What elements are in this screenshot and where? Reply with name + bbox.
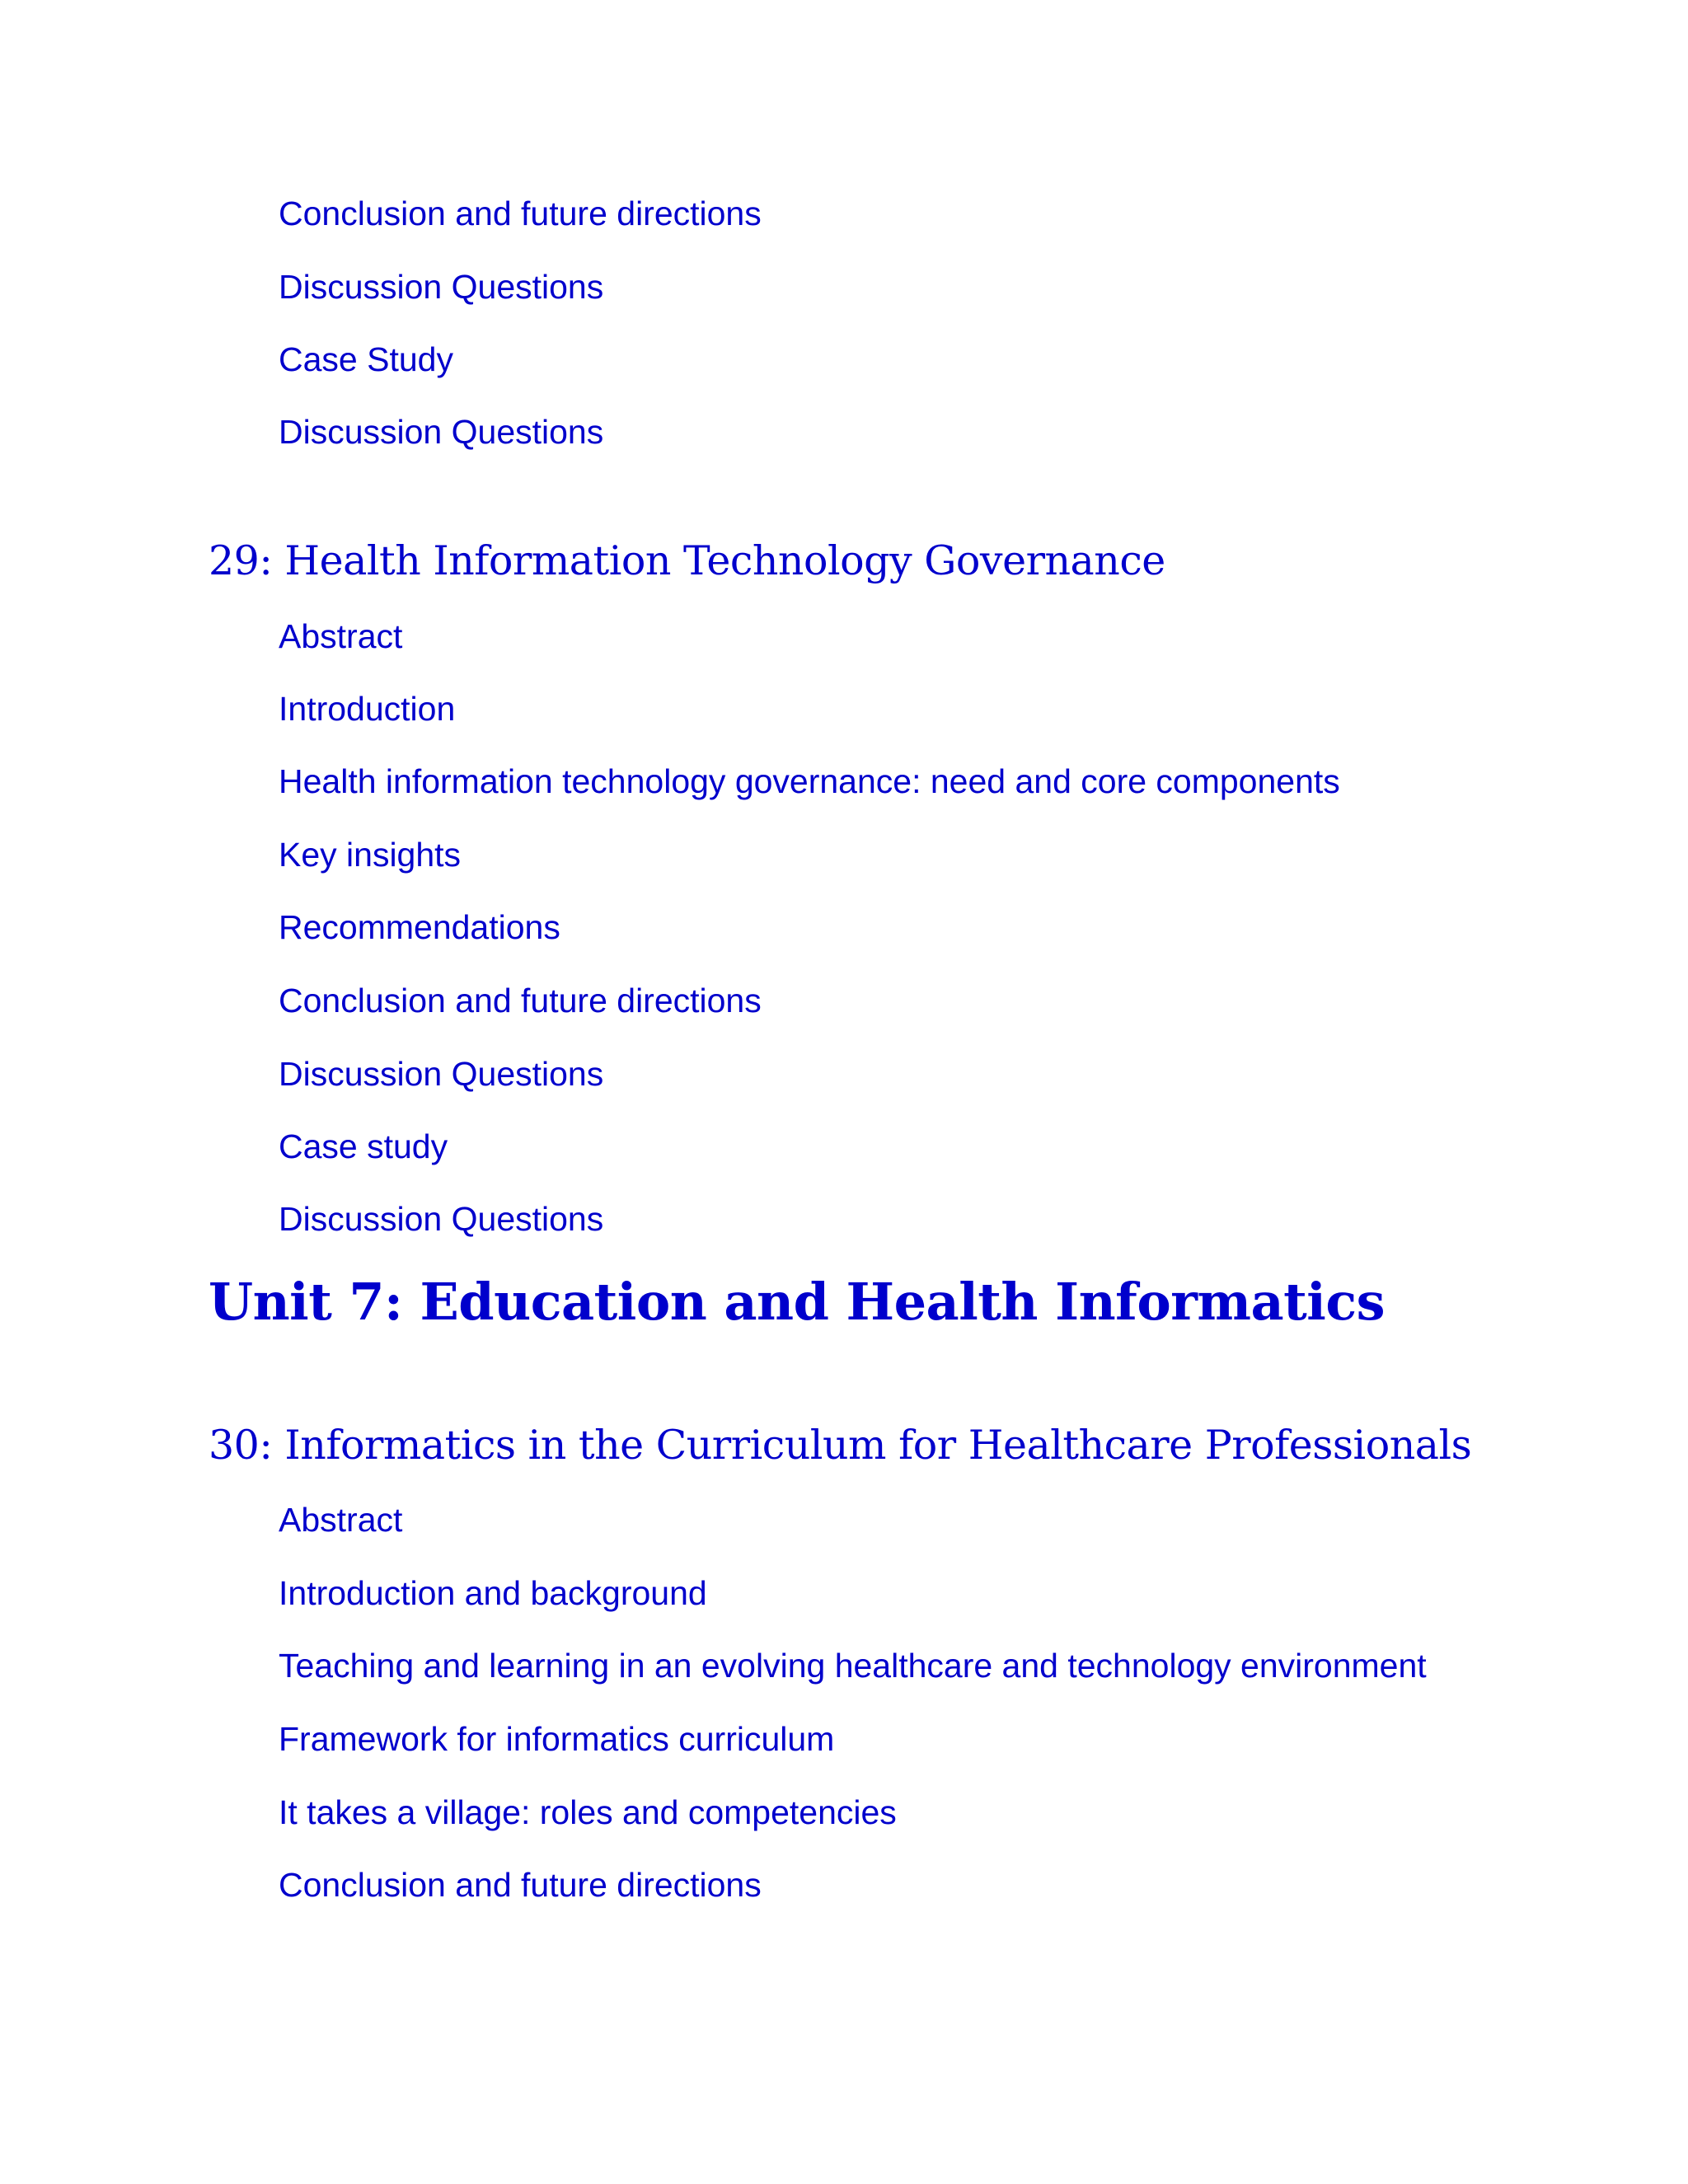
chapter-30-title-link[interactable]: 30: Informatics in the Curriculum for Healthcare Professionals bbox=[209, 1422, 1472, 1469]
toc-entry-link[interactable]: Introduction and background bbox=[279, 1574, 707, 1612]
toc-entry-link[interactable]: Teaching and learning in an evolving healthcare and technology environment bbox=[279, 1647, 1427, 1685]
toc-entry-link[interactable]: Framework for informatics curriculum bbox=[279, 1720, 835, 1758]
toc-entry-link[interactable]: Discussion Questions bbox=[279, 1055, 604, 1093]
toc-entry-link[interactable]: Discussion Questions bbox=[279, 413, 604, 451]
toc-entry-link[interactable]: Introduction bbox=[279, 690, 456, 728]
toc-entry-link[interactable]: Key insights bbox=[279, 836, 462, 874]
chapter-29-title-link[interactable]: 29: Health Information Technology Governance bbox=[209, 537, 1165, 584]
unit-7-title-link[interactable]: Unit 7: Education and Health Informatics bbox=[209, 1272, 1385, 1332]
toc-entry-link[interactable]: Discussion Questions bbox=[279, 268, 604, 306]
toc-entry-link[interactable]: It takes a village: roles and competencies bbox=[279, 1793, 897, 1831]
toc-entry-link[interactable]: Abstract bbox=[279, 617, 403, 655]
toc-entry-link[interactable]: Abstract bbox=[279, 1501, 403, 1539]
toc-entry-link[interactable]: Conclusion and future directions bbox=[279, 194, 762, 232]
toc-entry-link[interactable]: Recommendations bbox=[279, 908, 560, 946]
toc-entry-link[interactable]: Discussion Questions bbox=[279, 1200, 604, 1238]
toc-entry-link[interactable]: Case study bbox=[279, 1127, 448, 1165]
toc-entry-link[interactable]: Conclusion and future directions bbox=[279, 1866, 762, 1904]
toc-entry-link[interactable]: Conclusion and future directions bbox=[279, 982, 762, 1019]
toc-entry-link[interactable]: Case Study bbox=[279, 340, 453, 378]
toc-entry-link[interactable]: Health information technology governance: need and core components bbox=[279, 762, 1340, 800]
